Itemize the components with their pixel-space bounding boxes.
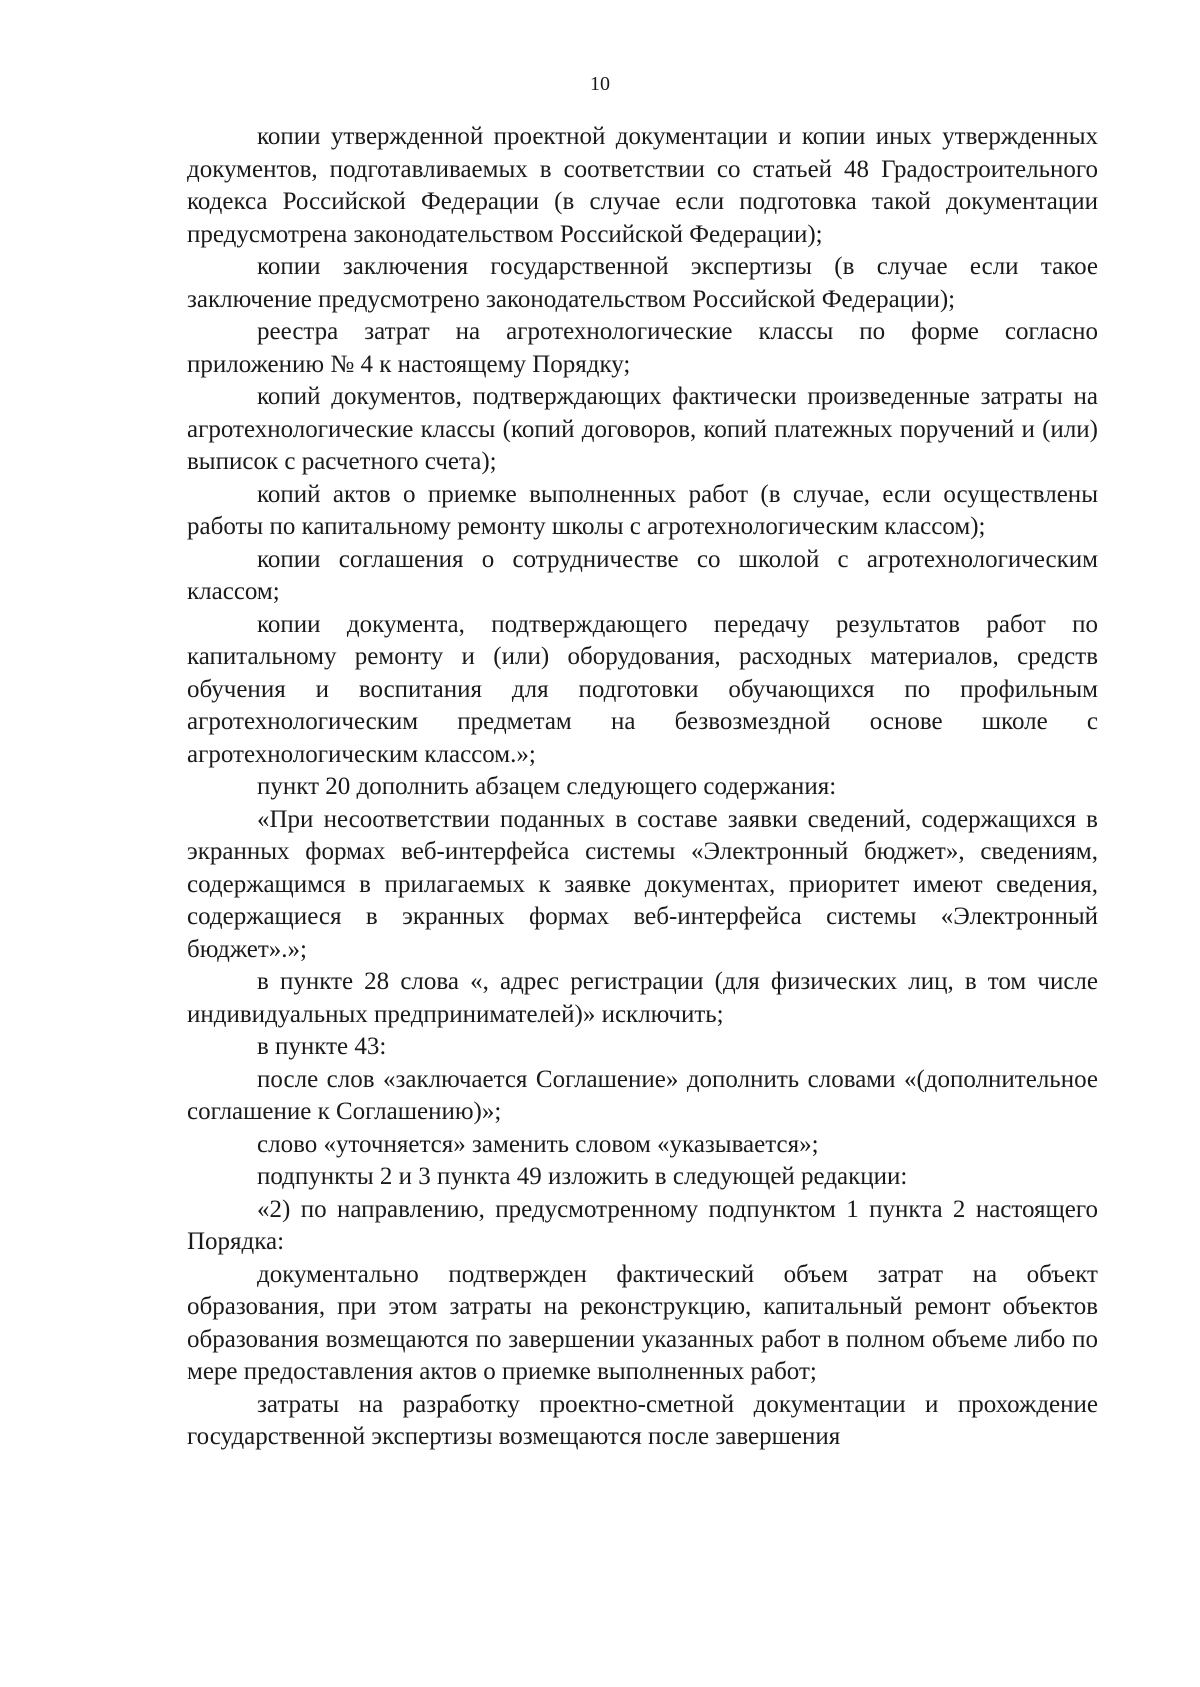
paragraph: в пункте 43:: [257, 1033, 387, 1060]
paragraph: слово «уточняется» заменить словом «указывается»;: [257, 1130, 819, 1158]
paragraph: реестра затрат на агротехнологические классы по форме согласно приложению № 4 к настоящему Порядку;: [187, 318, 1098, 378]
paragraph: после слов «заключается Соглашение» дополнить словами «(дополнительное соглашение к Соглашению)»;: [187, 1065, 1098, 1125]
paragraph: подпункты 2 и 3 пункта 49 изложить в следующей редакции:: [257, 1163, 908, 1190]
paragraph: копий актов о приемке выполненных работ (в случае, если осуществлены работы по капитальному ремонту школы с агротехнологическим классом);: [187, 480, 1098, 540]
page-number: 10: [590, 73, 610, 95]
paragraph: копии заключения государственной экспертизы (в случае если такое заключение предусмотрено законодательством Российской Федерации);: [187, 253, 1098, 313]
document-body: [187, 121, 1098, 1454]
paragraph: «2) по направлению, предусмотренному подпунктом 1 пункта 2 настоящего Порядка:: [187, 1195, 1098, 1255]
paragraph: копии соглашения о сотрудничестве со школой с агротехнологическим классом;: [187, 545, 1098, 605]
paragraph: затраты на разработку проектно-сметной документации и прохождение государственной экспертизы возмещаются после завершения: [187, 1390, 1098, 1450]
paragraph: копии утвержденной проектной документации и копии иных утвержденных документов, подготавливаемых в соответствии со статьей 48 Градостроительного кодекса Российской Федерации (в случае если подготовка такой документации предусмотрена законодательством Российской Федерации);: [187, 123, 1098, 248]
paragraph: копии документа, подтверждающего передачу результатов работ по капитальному ремонту и (или) оборудования, расходных материалов, средств обучения и воспитания для подготовки обучающихся по профильным агротехнологическим предметам на безвозмездной основе школе с агротехнологическим классом.»;: [187, 610, 1098, 768]
paragraph: в пункте 28 слова «, адрес регистрации (для физических лиц, в том числе индивидуальных предпринимателей)» исключить;: [187, 968, 1098, 1028]
paragraph: пункт 20 дополнить абзацем следующего содержания:: [257, 773, 837, 800]
paragraph: копий документов, подтверждающих фактически произведенные затраты на агротехнологические классы (копий договоров, копий платежных поручений и (или) выписок с расчетного счета);: [187, 383, 1098, 475]
paragraph: «При несоответствии поданных в составе заявки сведений, содержащихся в экранных формах веб-интерфейса системы «Электронный бюджет», сведениям, содержащимся в прилагаемых к заявке документах, приоритет имеют сведения, содержащиеся в экранных формах веб-интерфейса системы «Электронный бюджет».»;: [187, 805, 1098, 963]
paragraph: документально подтвержден фактический объем затрат на объект образования, при этом затраты на реконструкцию, капитальный ремонт объектов образования возмещаются по завершении указанных работ в полном объеме либо по мере предоставления актов о приемке выполненных работ;: [187, 1260, 1098, 1385]
